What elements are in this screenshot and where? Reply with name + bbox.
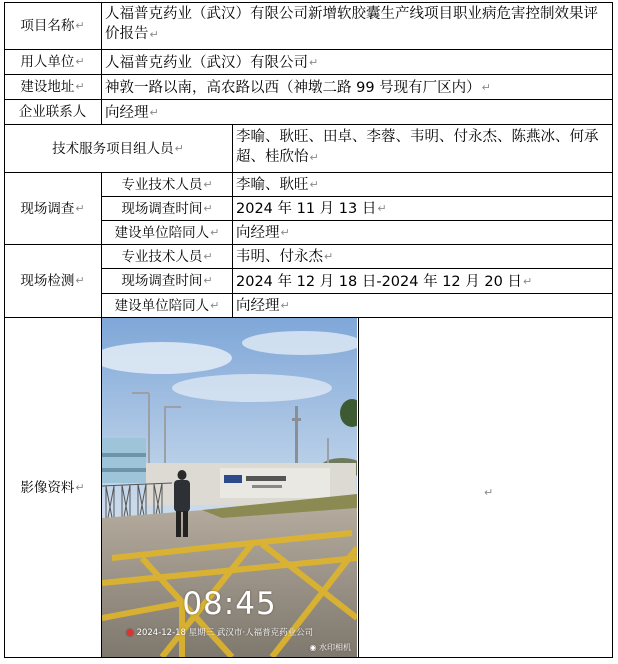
paragraph-mark: ↵: [75, 201, 85, 215]
paragraph-mark: ↵: [149, 105, 159, 119]
contact-text: 向经理: [105, 104, 149, 121]
label-project-name: [4, 2, 102, 50]
label-text: 建设地址: [20, 79, 75, 95]
label-site-test: [4, 245, 102, 318]
value-survey-escort: [233, 221, 613, 245]
paragraph-mark: ↵: [324, 250, 334, 263]
label-text: 影像资料: [20, 479, 75, 496]
watermark-brand: [309, 642, 351, 653]
value-text: [105, 4, 609, 45]
test-escort-text: 向经理: [236, 298, 280, 314]
label-contact: [4, 100, 102, 125]
label-text: 建设单位陪同人: [114, 224, 210, 241]
value-team: [233, 125, 613, 173]
employer-text: 人福普克药业（武汉）有限公司: [105, 54, 308, 71]
label-text: 项目名称: [20, 17, 75, 34]
team-text: 李喻、耿旺、田卓、李蓉、韦明、付永杰、陈燕冰、何承超、桂欣怡: [236, 129, 599, 165]
location-pin-icon: ●: [126, 628, 134, 638]
label-test-escort: [102, 294, 233, 318]
paragraph-mark: ↵: [149, 28, 159, 41]
label-test-time: [102, 269, 233, 294]
paragraph-mark: ↵: [75, 55, 85, 68]
site-photo: [102, 318, 357, 657]
paragraph-mark: ↵: [203, 274, 213, 287]
info-table: [4, 2, 613, 658]
watermark-brand-text: 水印相机: [319, 643, 351, 652]
label-text: 企业联系人: [18, 104, 87, 120]
label-survey-staff: [102, 173, 233, 197]
label-text: 专业技术人员: [121, 248, 203, 265]
value-address: [102, 75, 613, 100]
value-employer: [102, 50, 613, 75]
paragraph-mark: ↵: [309, 178, 319, 191]
label-survey-escort: [102, 221, 233, 245]
address-text: 神敦一路以南，高农路以西（神墩二路 99 号现有厂区内）: [105, 79, 481, 96]
label-survey-time: [102, 197, 233, 221]
paragraph-mark: ↵: [280, 226, 290, 239]
paragraph-mark: ↵: [203, 249, 213, 263]
paragraph-mark: ↵: [481, 80, 491, 94]
paragraph-mark: ↵: [484, 486, 494, 499]
paragraph-mark: ↵: [522, 274, 533, 288]
value-test-staff: [233, 245, 613, 269]
value-text: [236, 127, 609, 168]
watermark-info-text: 2024-12-18 星期三 武汉市·人福普克药业公司: [136, 628, 314, 638]
paragraph-mark: ↵: [203, 177, 213, 191]
value-test-time: [233, 269, 613, 294]
paragraph-mark: ↵: [210, 225, 220, 239]
watermark-info: [126, 626, 313, 638]
label-text: 建设单位陪同人: [114, 297, 210, 314]
paragraph-mark: ↵: [210, 298, 220, 312]
label-text: 现场调查时间: [121, 273, 203, 289]
paragraph-mark: ↵: [75, 480, 85, 494]
label-text: 专业技术人员: [121, 176, 203, 193]
label-address: [4, 75, 102, 100]
survey-time-text: 2024 年 11 月 13 日: [236, 201, 377, 217]
value-survey-staff: [233, 173, 613, 197]
label-text: 现场调查: [20, 200, 75, 217]
paragraph-mark: ↵: [309, 55, 319, 69]
paragraph-mark: ↵: [75, 274, 85, 287]
label-site-survey: [4, 173, 102, 245]
camera-icon: ◉: [309, 643, 317, 652]
paragraph-mark: ↵: [174, 141, 184, 155]
project-name-text: 人福普克药业（武汉）有限公司新增软胶囊生产线项目职业病危害控制效果评价报告: [105, 6, 598, 42]
label-text: 技术服务项目组人员: [52, 140, 174, 157]
watermark-time: 08:45: [182, 586, 277, 622]
label-team: [4, 125, 233, 173]
label-employer: [4, 50, 102, 75]
value-survey-time: [233, 197, 613, 221]
paragraph-mark: ↵: [75, 18, 85, 32]
paragraph-mark: ↵: [280, 299, 290, 312]
label-images: [4, 318, 102, 658]
test-time-text: 2024 年 12 月 18 日-2024 年 12 月 20 日: [236, 273, 522, 290]
paragraph-mark: ↵: [377, 202, 387, 215]
value-test-escort: [233, 294, 613, 318]
label-test-staff: [102, 245, 233, 269]
paragraph-mark: ↵: [203, 201, 213, 215]
survey-staff-text: 李喻、耿旺: [236, 177, 309, 193]
label-text: 用人单位: [20, 54, 75, 70]
label-text: 现场调查时间: [121, 200, 203, 217]
test-staff-text: 韦明、付永杰: [236, 249, 323, 265]
value-project-name: [102, 2, 613, 50]
value-contact: [102, 100, 613, 125]
paragraph-mark: ↵: [75, 80, 85, 93]
paragraph-mark: ↵: [309, 151, 319, 164]
survey-escort-text: 向经理: [236, 225, 280, 241]
label-text: 现场检测: [20, 273, 75, 289]
